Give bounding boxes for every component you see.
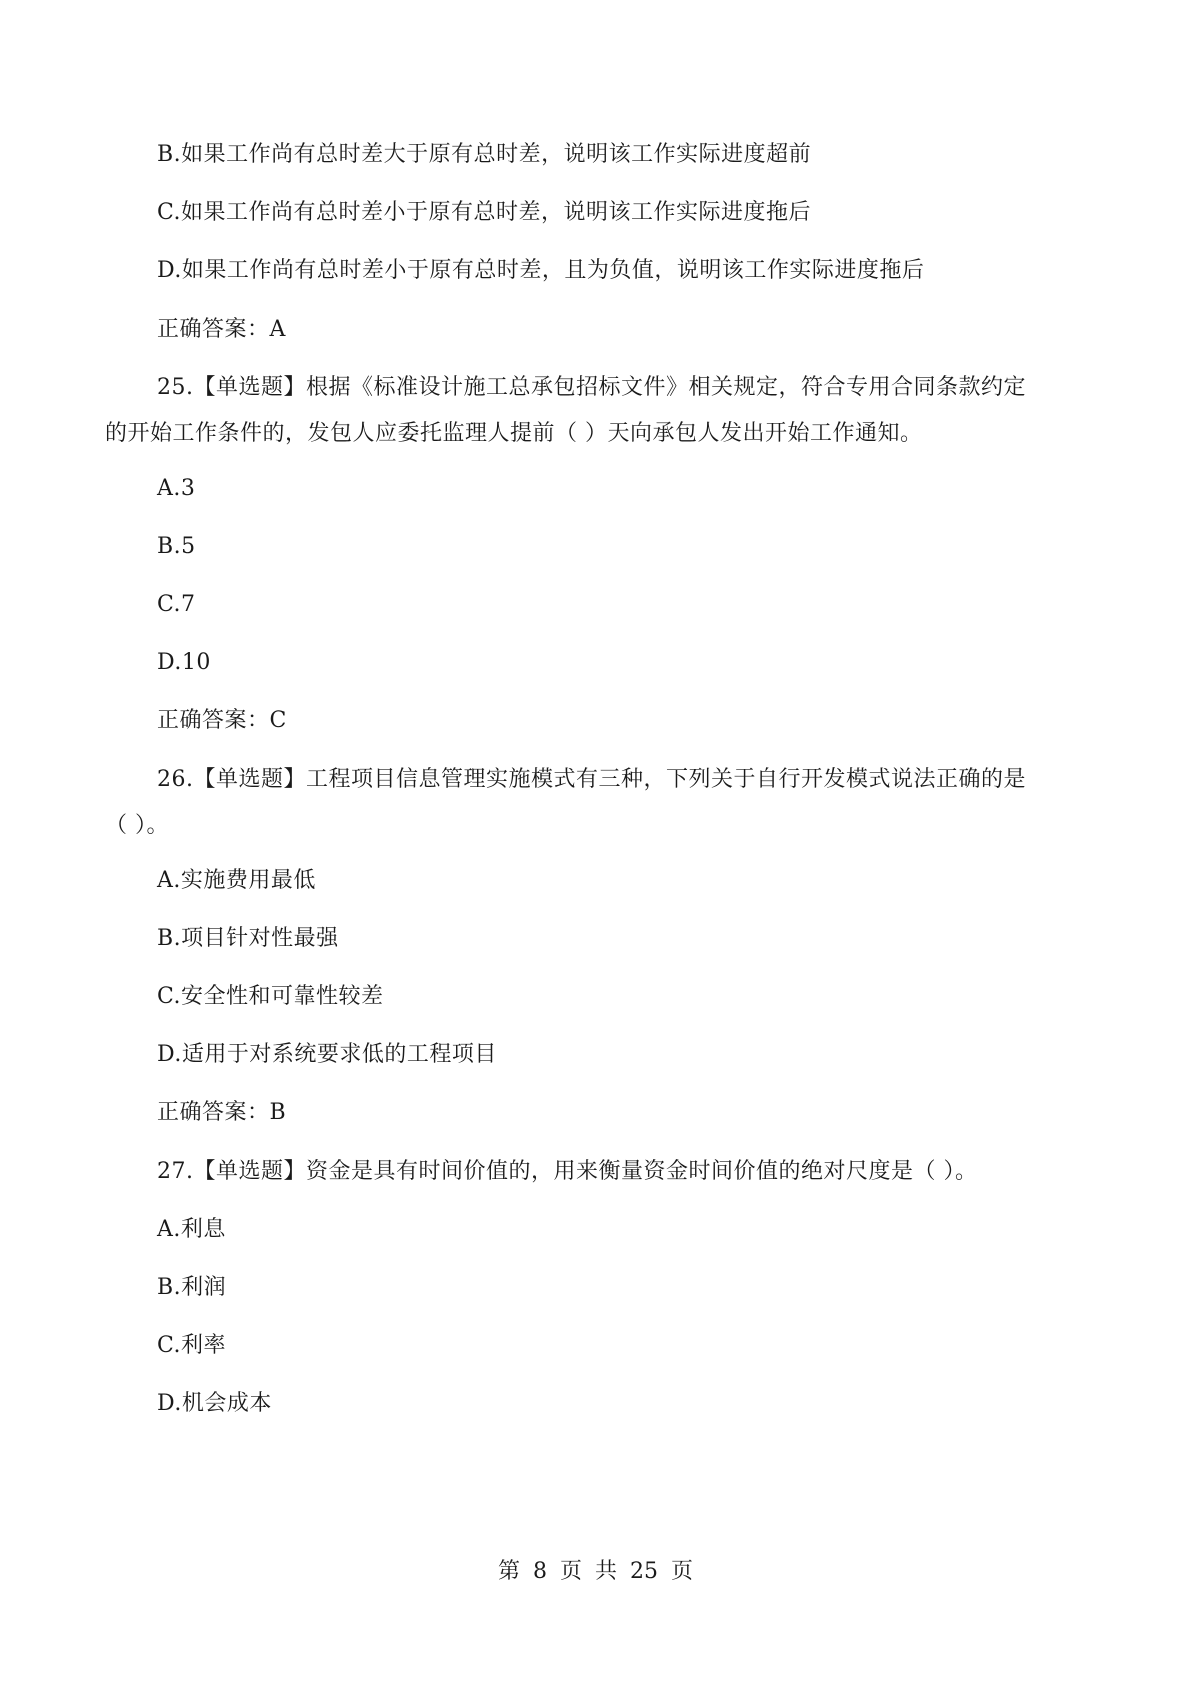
- q26-option-d: D.适用于对系统要求低的工程项目: [157, 1042, 497, 1067]
- q26-option-b: B.项目针对性最强: [157, 926, 339, 951]
- q27-option-b: B.利润: [157, 1275, 227, 1300]
- q25-option-d: D.10: [157, 650, 211, 675]
- q24-answer: 正确答案：A: [157, 317, 286, 342]
- q27-option-c: C.利率: [157, 1333, 227, 1358]
- q24-option-c: C.如果工作尚有总时差小于原有总时差，说明该工作实际进度拖后: [157, 200, 812, 225]
- q24-option-b: B.如果工作尚有总时差大于原有总时差，说明该工作实际进度超前: [157, 142, 812, 167]
- q25-option-a: A.3: [157, 476, 196, 501]
- q25-option-b: B.5: [157, 534, 196, 559]
- q25-option-c: C.7: [157, 592, 196, 617]
- q26-stem-line1: 26.【单选题】工程项目信息管理实施模式有三种，下列关于自行开发模式说法正确的是: [157, 767, 1026, 792]
- q25-stem-line1: 25.【单选题】根据《标准设计施工总承包招标文件》相关规定，符合专用合同条款约定: [157, 375, 1026, 400]
- page-number-footer: 第 8 页 共 25 页: [498, 1559, 693, 1584]
- q27-stem: 27.【单选题】资金是具有时间价值的，用来衡量资金时间价值的绝对尺度是（ ）。: [157, 1159, 978, 1184]
- q26-stem-line2: （ ）。: [105, 813, 169, 838]
- q25-answer: 正确答案：C: [157, 708, 287, 733]
- q26-option-c: C.安全性和可靠性较差: [157, 984, 384, 1009]
- q27-option-a: A.利息: [157, 1217, 226, 1242]
- q26-answer: 正确答案：B: [157, 1100, 287, 1125]
- q24-option-d: D.如果工作尚有总时差小于原有总时差，且为负值，说明该工作实际进度拖后: [157, 258, 925, 283]
- q27-option-d: D.机会成本: [157, 1391, 272, 1416]
- q26-option-a: A.实施费用最低: [157, 868, 316, 893]
- q25-stem-line2: 的开始工作条件的，发包人应委托监理人提前（ ）天向承包人发出开始工作通知。: [105, 421, 923, 446]
